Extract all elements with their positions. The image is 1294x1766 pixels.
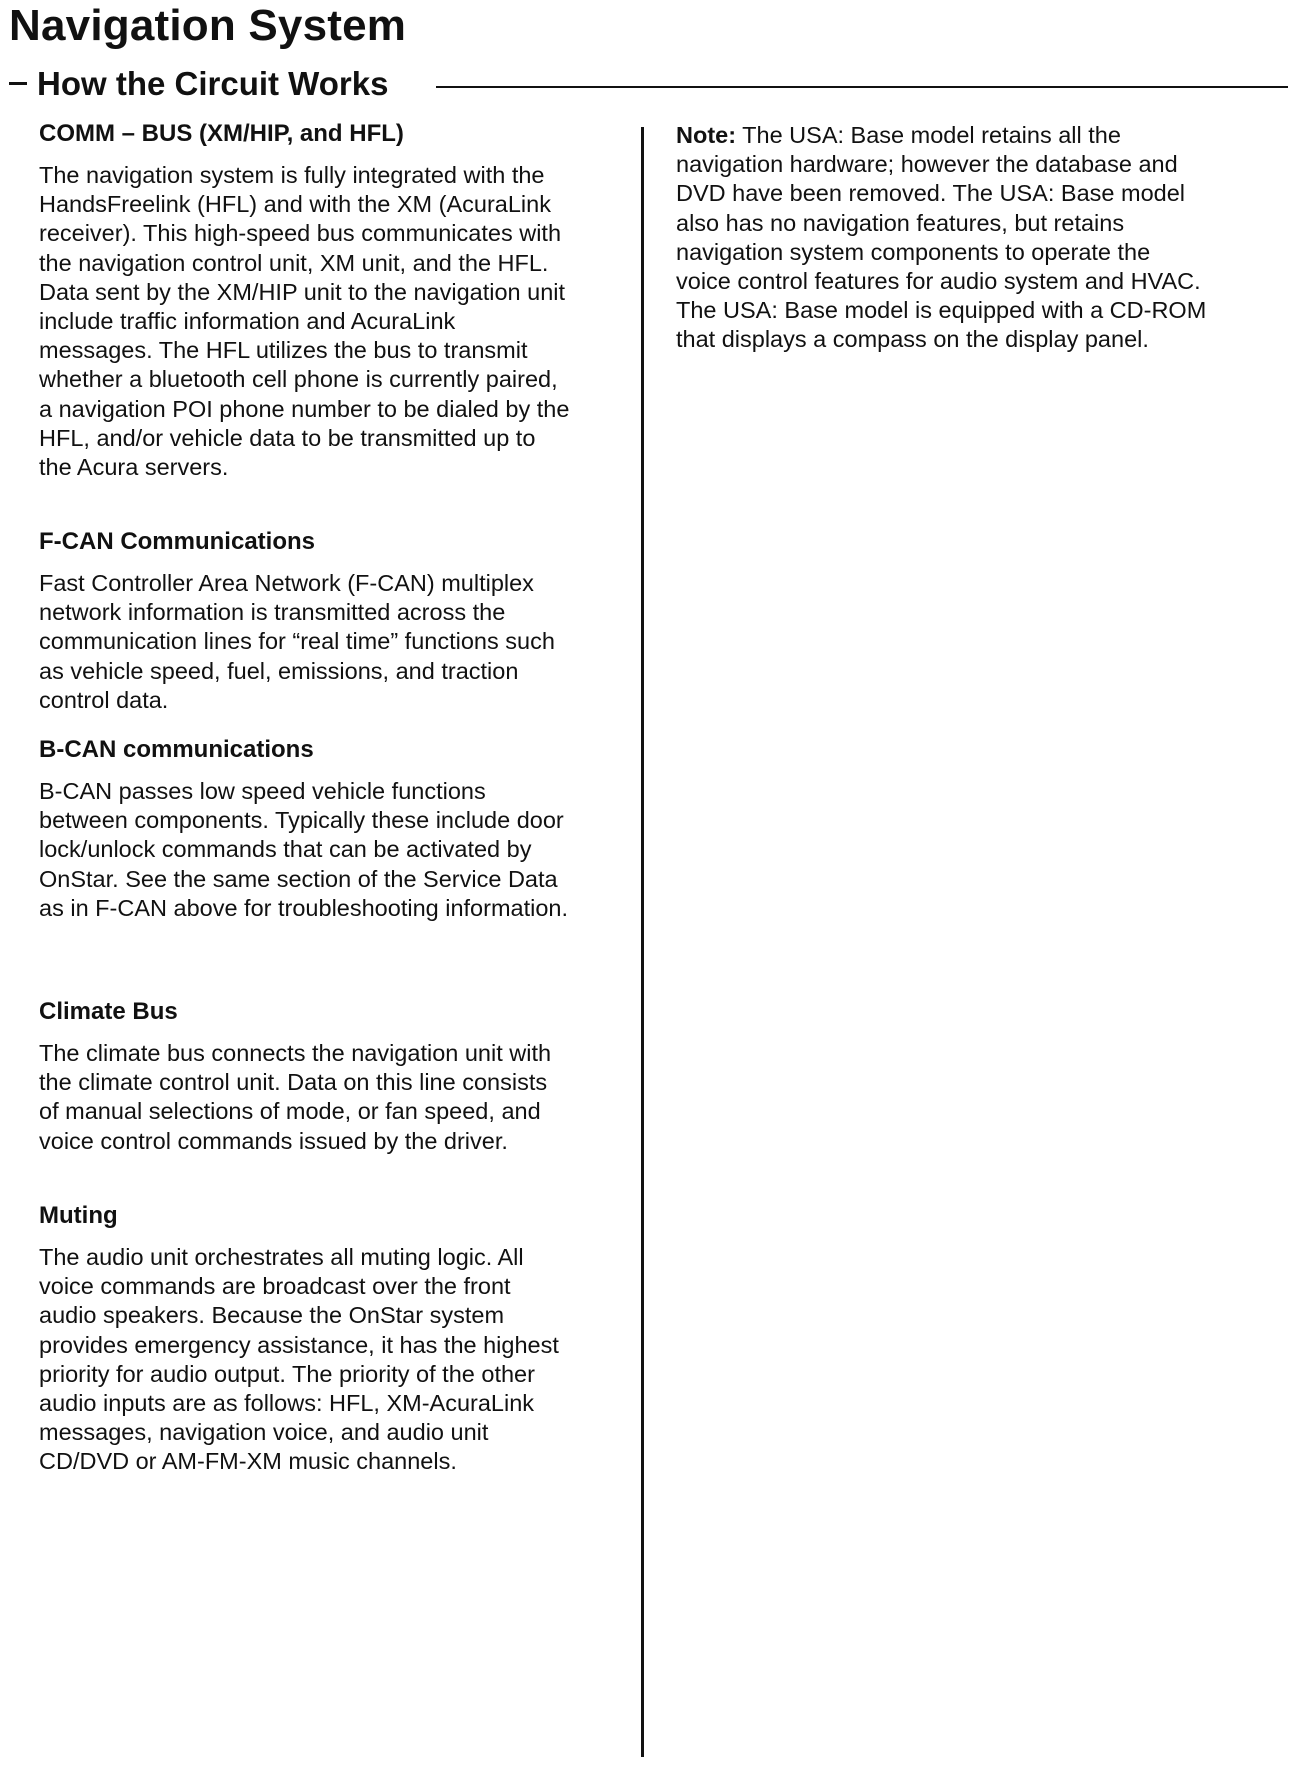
section-muting — [39, 1202, 619, 1477]
section-heading: COMM – BUS (XM/HIP, and HFL) — [39, 120, 404, 147]
section-heading: Climate Bus — [39, 998, 178, 1025]
page-subtitle: How the Circuit Works — [37, 65, 389, 102]
section-f-can — [39, 528, 619, 715]
subtitle-dash — [9, 82, 27, 85]
section-comm-bus — [39, 120, 619, 482]
section-heading: F-CAN Communications — [39, 528, 315, 555]
section-climate-bus — [39, 998, 619, 1156]
section-body: The navigation system is fully integrated with the HandsFreelink (HFL) and with the XM (AcuraLink receiver). This high-speed bus communicates with the navigation control unit, XM unit, and the HFL. Data sent by the XM/HIP unit to the navigation unit include traffic information and AcuraLink messages. The HFL utilizes the bus to transmit whether a bluetooth cell phone is currently paired, a navigation POI phone number to be dialed by the HFL, and/or vehicle data to be transmitted up to the Acura servers. — [39, 162, 570, 481]
page-title: Navigation System — [9, 1, 407, 50]
subtitle-rule — [436, 86, 1288, 88]
subtitle-row — [9, 62, 1281, 106]
base-model-note — [676, 121, 1276, 355]
section-body: The climate bus connects the navigation unit with the climate control unit. Data on this line consists of manual selections of mode, or fan speed, and voice control commands issued by the driver. — [39, 1040, 552, 1154]
note-text: The USA: Base model retains all the navigation hardware; however the database and DVD have been removed. The USA: Base model also has no navigation features, but retains navigation system components to operate the voice control features for audio system and HVAC. The USA: Base model is equipped with a CD-ROM that displays a compass on the display panel. — [676, 122, 1207, 353]
section-heading: B-CAN communications — [39, 736, 314, 763]
section-body: The audio unit orchestrates all muting logic. All voice commands are broadcast over the front audio speakers. Because the OnStar system provides emergency assistance, it has the highest priority for audio output. The priority of the other audio inputs are as follows: HFL, XM-AcuraLink messages, navigation voice, and audio unit CD/DVD or AM-FM-XM music channels. — [39, 1244, 559, 1475]
section-heading: Muting — [39, 1202, 118, 1229]
section-body: Fast Controller Area Network (F-CAN) multiplex network information is transmitted across the communication lines for “real time” functions such as vehicle speed, fuel, emissions, and traction control data. — [39, 570, 555, 713]
section-b-can — [39, 736, 619, 923]
note-label: Note: — [676, 122, 737, 148]
section-body: B-CAN passes low speed vehicle functions between components. Typically these include door lock/unlock commands that can be activated by OnStar. See the same section of the Service Data as in F-CAN above for troubleshooting information. — [39, 778, 569, 921]
column-divider — [641, 127, 644, 1757]
